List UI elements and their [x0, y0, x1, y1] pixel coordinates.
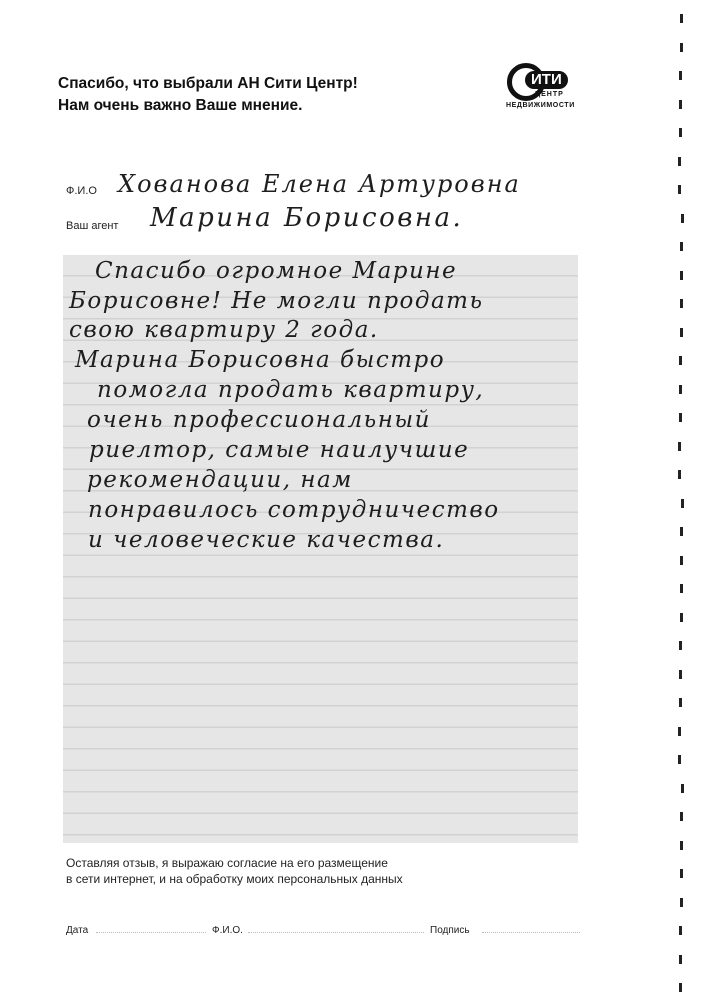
header-title: Спасибо, что выбрали АН Сити Центр!	[58, 75, 358, 92]
scan-edge-mark	[679, 100, 682, 109]
scan-edge-mark	[678, 157, 681, 166]
scan-edge-mark	[681, 784, 684, 793]
consent-text	[66, 855, 403, 887]
scan-edge-mark	[679, 356, 682, 365]
scan-edge-mark	[680, 527, 683, 536]
signature-label: Подпись	[430, 925, 470, 936]
scan-edge-mark	[680, 328, 683, 337]
scan-edge-marks	[676, 0, 688, 1000]
review-line: понравилось сотрудничество	[88, 497, 500, 523]
scan-edge-mark	[679, 983, 682, 992]
scan-edge-mark	[679, 128, 682, 137]
scan-edge-mark	[679, 641, 682, 650]
date-label: Дата	[66, 925, 89, 936]
agent-label: Ваш агент	[66, 220, 119, 232]
scan-edge-mark	[679, 698, 682, 707]
review-line: Борисовне! Не могли продать	[69, 288, 484, 314]
scan-edge-mark	[679, 670, 682, 679]
company-logo	[497, 60, 587, 120]
scan-edge-mark	[681, 499, 684, 508]
scan-edge-mark	[680, 869, 683, 878]
scan-edge-mark	[680, 43, 683, 52]
scan-edge-mark	[679, 385, 682, 394]
scan-edge-mark	[680, 841, 683, 850]
consent-line: Оставляя отзыв, я выражаю согласие на его размещение	[66, 856, 388, 870]
scan-edge-mark	[678, 442, 681, 451]
agent-handwritten-value: Марина Борисовна.	[150, 203, 464, 233]
review-line: рекомендации, нам	[87, 467, 353, 493]
scan-edge-mark	[678, 755, 681, 764]
logo-subtitle-realty: НЕДВИЖИМОСТИ	[506, 102, 575, 109]
review-line: помогла продать квартиру,	[97, 377, 485, 403]
date-line	[96, 932, 206, 933]
header-subtitle: Нам очень важно Ваше мнение.	[58, 97, 303, 114]
review-line: и человеческие качества.	[88, 527, 445, 553]
scan-edge-mark	[680, 898, 683, 907]
signer-fio-line	[248, 932, 424, 933]
review-line: очень профессиональный	[87, 407, 431, 433]
scan-edge-mark	[679, 926, 682, 935]
scan-edge-mark	[680, 299, 683, 308]
scan-edge-mark	[680, 14, 683, 23]
fio-handwritten-value: Хованова Елена Артуровна	[118, 170, 521, 198]
scan-edge-mark	[680, 556, 683, 565]
scan-edge-mark	[680, 271, 683, 280]
scan-edge-mark	[681, 214, 684, 223]
fio-label: Ф.И.О	[66, 185, 97, 197]
scan-edge-mark	[679, 71, 682, 80]
scan-edge-mark	[678, 185, 681, 194]
review-line: Марина Борисовна быстро	[75, 347, 446, 373]
review-line: Спасибо огромное Марине	[95, 258, 458, 284]
scan-edge-mark	[679, 955, 682, 964]
logo-subtitle-center: ЦЕНТР	[535, 91, 564, 98]
header	[58, 73, 438, 117]
scan-edge-mark	[678, 470, 681, 479]
consent-line: в сети интернет, и на обработку моих персональных данных	[66, 872, 403, 886]
signature-line	[482, 932, 580, 933]
scan-edge-mark	[680, 613, 683, 622]
signer-fio-label: Ф.И.О.	[212, 925, 243, 936]
scan-edge-mark	[680, 812, 683, 821]
scan-edge-mark	[680, 584, 683, 593]
review-line: свою квартиру 2 года.	[69, 317, 379, 343]
scan-edge-mark	[680, 242, 683, 251]
logo-mark-text: ИТИ	[525, 71, 568, 89]
scan-edge-mark	[678, 727, 681, 736]
review-text-area	[63, 255, 578, 843]
review-line: риелтор, самые наилучшие	[89, 437, 470, 463]
scan-edge-mark	[679, 413, 682, 422]
